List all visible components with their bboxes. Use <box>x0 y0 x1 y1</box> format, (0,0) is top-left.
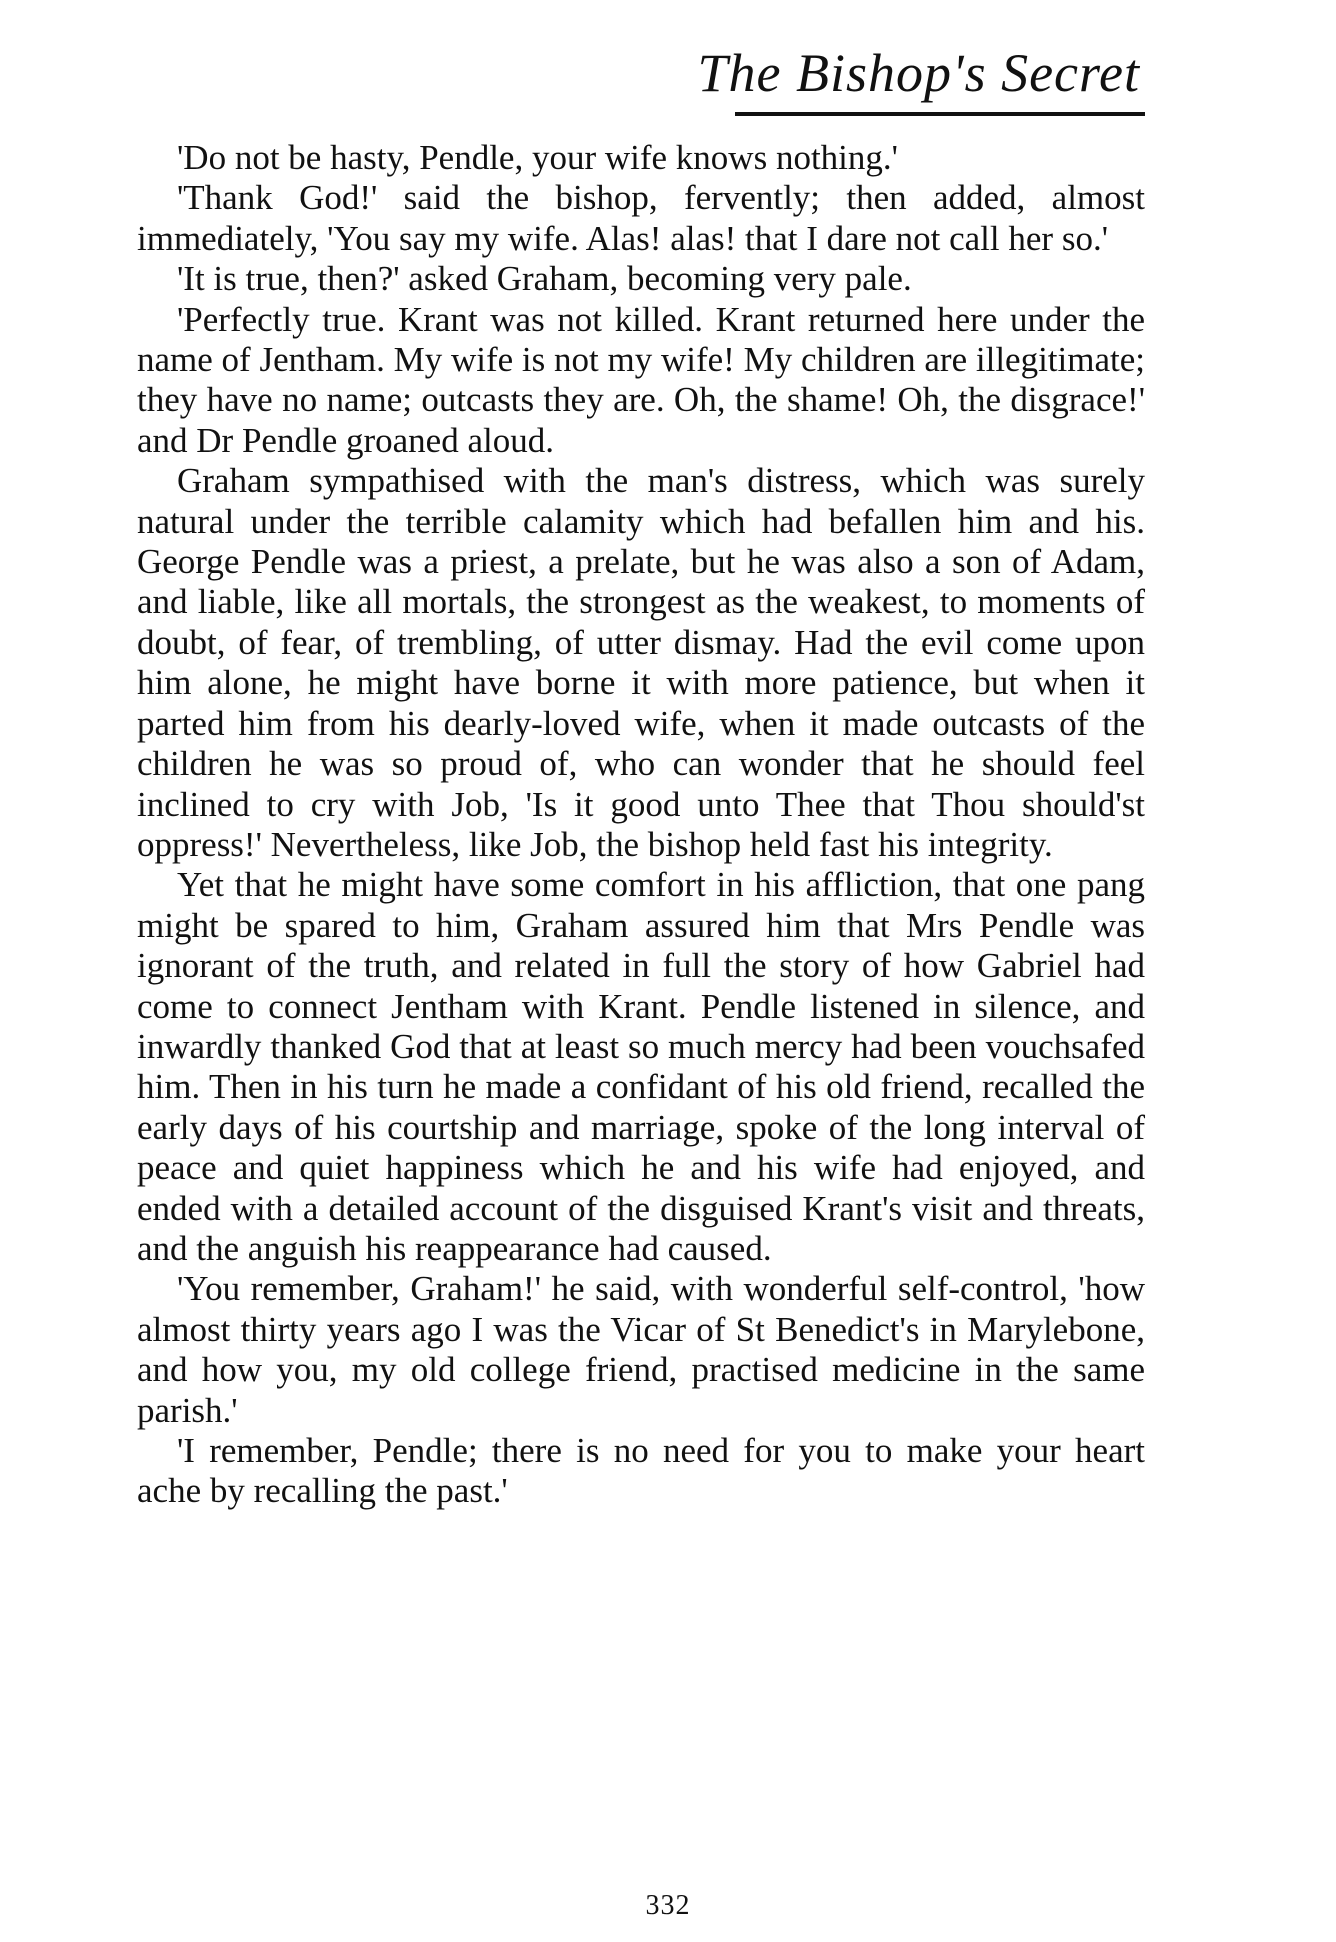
paragraph: 'Thank God!' said the bishop, fervently; then added, almost immediately, 'You say my wife. Alas! alas! that I dare not call her so.' <box>137 178 1145 258</box>
paragraph: 'It is true, then?' asked Graham, becoming very pale. <box>177 259 912 299</box>
paragraph: 'Perfectly true. Krant was not killed. Krant returned here under the name of Jentham. My wife is not my wife! My children are illegitimate; they have no name; outcasts they are. Oh, the shame! Oh, the disgrace!' and Dr Pendle groaned aloud. <box>137 299 1145 460</box>
paragraph: Yet that he might have some comfort in his affliction, that one pang might be spared to him, Graham assured him that Mrs Pendle was ignorant of the truth, and related in full the story of how Gabriel had come to connect Jentham with Krant. Pendle listened in silence, and inwardly thanked God that at least so much mercy had been vouchsafed him. Then in his turn he made a confidant of his old friend, recalled the early days of his courtship and marriage, spoke of the long interval of peace and quiet happiness which he and his wife had enjoyed, and ended with a detailed account of the disguised Krant's visit and threats, and the anguish his reappearance had caused. <box>137 865 1145 1268</box>
page-number: 332 <box>645 1890 691 1921</box>
paragraph: 'I remember, Pendle; there is no need for you to make your heart ache by recalling the past.' <box>137 1431 1145 1511</box>
page-body <box>137 138 1145 1512</box>
running-head-title: The Bishop's Secret <box>697 43 1140 103</box>
header-rule <box>735 112 1145 116</box>
paragraph: 'Do not be hasty, Pendle, your wife knows nothing.' <box>177 138 898 177</box>
paragraph: 'You remember, Graham!' he said, with wonderful self-control, 'how almost thirty years ago I was the Vicar of St Benedict's in Marylebone, and how you, my old college friend, practised medicine in the same parish.' <box>137 1269 1145 1430</box>
paragraph: Graham sympathised with the man's distress, which was surely natural under the terrible calamity which had befallen him and his. George Pendle was a priest, a prelate, but he was also a son of Adam, and liable, like all mortals, the strongest as the weakest, to moments of doubt, of fear, of trembling, of utter dismay. Had the evil come upon him alone, he might have borne it with more patience, but when it parted him from his dearly-loved wife, when it made outcasts of the children he was so proud of, who can wonder that he should feel inclined to cry with Job, 'Is it good unto Thee that Thou should'st oppress!' Nevertheless, like Job, the bishop held fast his integrity. <box>137 461 1145 864</box>
